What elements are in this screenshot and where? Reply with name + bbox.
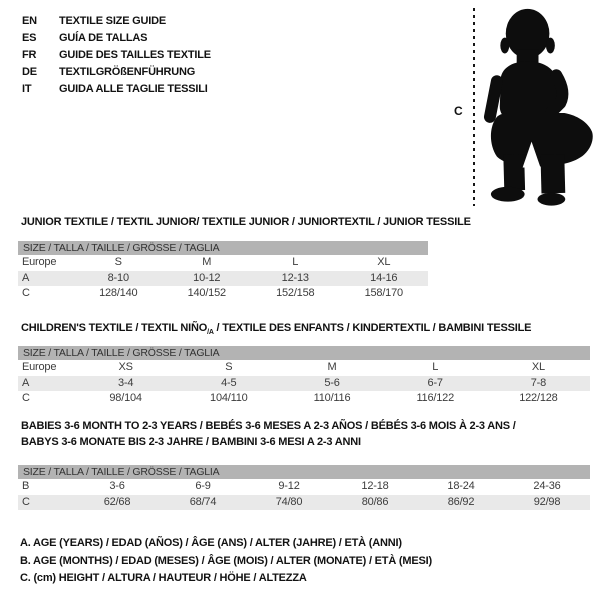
size-cell: XS xyxy=(118,361,133,373)
language-code: ES xyxy=(22,32,37,44)
size-cell: M xyxy=(327,361,337,373)
age-cell: 24-36 xyxy=(533,480,561,492)
height-cell: 158/170 xyxy=(364,287,403,299)
height-cell: 86/92 xyxy=(447,495,475,508)
table-row xyxy=(18,360,590,376)
row-label-cell: B xyxy=(22,480,30,492)
table-row xyxy=(18,391,590,407)
row-label-cell: A xyxy=(22,376,30,389)
children-table-title xyxy=(21,320,531,341)
junior-table-title: JUNIOR TEXTILE / TEXTIL JUNIOR/ TEXTILE JUNIOR / JUNIORTEXTIL / JUNIOR TESSILE xyxy=(21,216,471,228)
language-row xyxy=(22,47,211,64)
language-title: GUÍA DE TALLAS xyxy=(59,32,148,44)
babies-table-title xyxy=(21,418,516,450)
size-cell: L xyxy=(292,256,299,268)
row-label-cell: C xyxy=(22,392,30,404)
age-cell: 9-12 xyxy=(278,480,300,492)
size-cell: S xyxy=(225,361,233,373)
measure-legend xyxy=(20,535,432,588)
table-row xyxy=(18,495,590,511)
size-cell: S xyxy=(114,256,122,268)
legend-line-age-years: A. AGE (YEARS) / EDAD (AÑOS) / ÂGE (ANS) / ALTER (JAHRE) / ETÀ (ANNI) xyxy=(20,537,402,549)
table-row xyxy=(18,376,590,392)
age-cell: 4-5 xyxy=(221,376,237,389)
age-cell: 6-7 xyxy=(427,376,443,389)
table-row xyxy=(18,286,428,302)
row-label-cell: C xyxy=(22,495,30,508)
height-cell: 110/116 xyxy=(313,392,351,404)
babies-title-line2: BABYS 3-6 MONATE BIS 2-3 JAHRE / BAMBINI 3-6 MESI A 2-3 ANNI xyxy=(21,436,361,448)
height-cell: 92/98 xyxy=(533,495,561,508)
language-row xyxy=(22,64,211,81)
language-title: TEXTILE SIZE GUIDE xyxy=(59,15,167,27)
height-cell: 122/128 xyxy=(519,392,558,404)
age-cell: 6-9 xyxy=(195,480,211,492)
language-code: FR xyxy=(22,49,37,61)
babies-size-table xyxy=(18,465,590,510)
age-cell: 3-6 xyxy=(109,480,125,492)
height-cell: 80/86 xyxy=(361,495,389,508)
language-title: TEXTILGRÖßENFÜHRUNG xyxy=(59,66,196,78)
language-code: DE xyxy=(22,66,37,78)
height-cell: 152/158 xyxy=(276,287,315,299)
table-row xyxy=(18,479,590,495)
children-title-suffix: / TEXTILE DES ENFANTS / KINDERTEXTIL / BAMBINI TESSILE xyxy=(213,322,532,334)
language-row xyxy=(22,30,211,47)
age-cell: 7-8 xyxy=(530,376,547,389)
table-row xyxy=(18,271,428,287)
age-cell: 3-4 xyxy=(117,376,134,389)
children-title-sub: /A xyxy=(207,329,214,337)
size-cell: XL xyxy=(531,361,545,373)
children-size-table xyxy=(18,346,590,407)
language-code: IT xyxy=(22,83,32,95)
age-cell: 12-18 xyxy=(361,480,389,492)
age-cell: 10-12 xyxy=(193,271,221,284)
size-header-bar: SIZE / TALLA / TAILLE / GRÖSSE / TAGLIA xyxy=(18,346,590,360)
age-cell: 18-24 xyxy=(447,480,475,492)
height-measure-label: C xyxy=(454,104,463,118)
toddler-silhouette-icon xyxy=(481,5,595,207)
row-label-cell: A xyxy=(22,271,30,284)
language-title: GUIDE DES TAILLES TEXTILE xyxy=(59,49,211,61)
age-cell: 14-16 xyxy=(370,271,398,284)
height-cell: 74/80 xyxy=(275,495,303,508)
row-label-cell: Europe xyxy=(22,361,57,373)
table-row xyxy=(18,255,428,271)
size-header-bar: SIZE / TALLA / TAILLE / GRÖSSE / TAGLIA xyxy=(18,465,590,479)
height-cell: 98/104 xyxy=(109,392,142,404)
row-label-cell: Europe xyxy=(22,256,57,268)
language-code: EN xyxy=(22,15,37,27)
height-cell: 68/74 xyxy=(189,495,217,508)
height-cell: 140/152 xyxy=(187,287,226,299)
children-title-prefix: CHILDREN'S TEXTILE / TEXTIL NIÑO xyxy=(21,322,208,334)
row-label-cell: C xyxy=(22,287,30,299)
language-row xyxy=(22,13,211,30)
language-title: GUIDA ALLE TAGLIE TESSILI xyxy=(59,83,208,95)
legend-line-age-months: B. AGE (MONTHS) / EDAD (MESES) / ÂGE (MOIS) / ALTER (MONATE) / ETÀ (MESI) xyxy=(20,554,432,567)
age-cell: 5-6 xyxy=(324,376,340,389)
size-cell: L xyxy=(432,361,439,373)
legend-line-height: C. (cm) HEIGHT / ALTURA / HAUTEUR / HÖHE / ALTEZZA xyxy=(20,572,307,584)
babies-title-line1: BABIES 3-6 MONTH TO 2-3 YEARS / BEBÉS 3-6 MESES A 2-3 AÑOS / BÉBÉS 3-6 MOIS À 2-3 ANS / xyxy=(21,420,516,432)
age-cell: 12-13 xyxy=(281,271,309,284)
language-title-list xyxy=(22,13,211,98)
language-row xyxy=(22,81,211,98)
junior-size-table xyxy=(18,241,428,302)
height-cell: 128/140 xyxy=(99,287,138,299)
height-dashed-line xyxy=(473,8,475,206)
height-cell: 62/68 xyxy=(103,495,131,508)
size-cell: XL xyxy=(377,256,391,268)
size-header-bar: SIZE / TALLA / TAILLE / GRÖSSE / TAGLIA xyxy=(18,241,428,255)
age-cell: 8-10 xyxy=(107,271,129,284)
height-cell: 116/122 xyxy=(416,392,454,404)
size-cell: M xyxy=(202,256,212,268)
height-cell: 104/110 xyxy=(210,392,248,404)
